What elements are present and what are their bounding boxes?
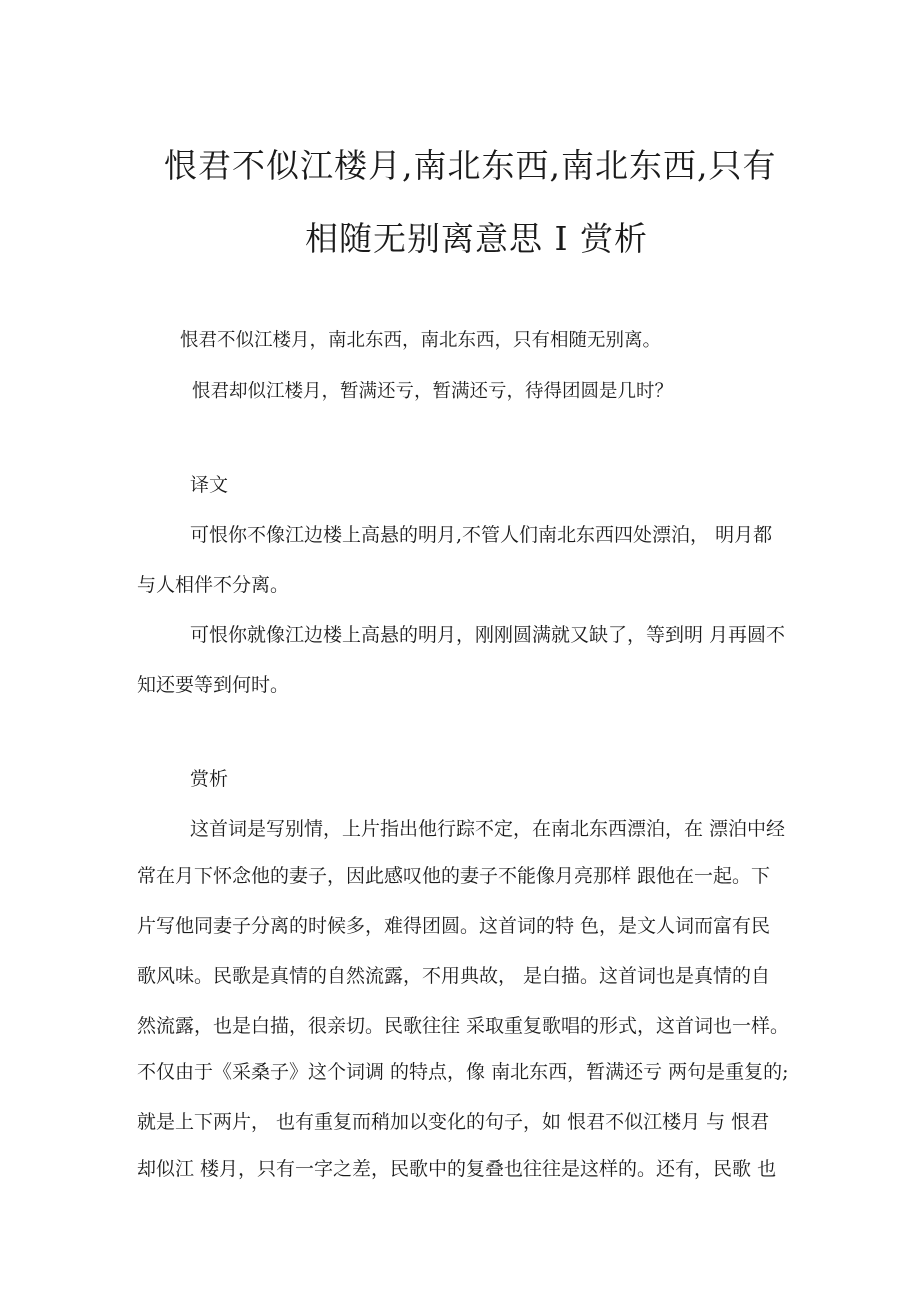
poem-line-2: 恨君却似江楼月，暂满还亏，暂满还亏，待得团圆是几时？ (192, 381, 674, 402)
analysis-line-6: 不仅由于《采桑子》这个词调 的特点，像 南北东西，暂满还亏 两句是重复的; (137, 1061, 789, 1083)
title-line-2: 相随无别离意思 I 赏析 (305, 219, 649, 258)
analysis-heading: 赏析 (190, 768, 229, 790)
poem-line-1: 恨君不似江楼月，南北东西，南北东西，只有相随无别离。 (180, 330, 662, 351)
analysis-line-2: 常在月下怀念他的妻子，因此感叹他的妻子不能像月亮那样 跟他在一起。下 (137, 865, 771, 887)
analysis-line-7: 就是上下两片， 也有重复而稍加以变化的句子，如 恨君不似江楼月 与 恨君 (137, 1111, 770, 1133)
analysis-line-8: 却似江 楼月，只有一字之差，民歌中的复叠也往往是这样的。还有，民歌 也 (137, 1158, 777, 1180)
translation-heading: 译文 (190, 474, 229, 496)
translation-line-3: 可恨你就像江边楼上高悬的明月，刚刚圆满就又缺了，等到明 月再圆不 (190, 624, 786, 646)
translation-line-2: 与人相伴不分离。 (137, 574, 290, 596)
translation-line-4: 知还要等到何时。 (137, 674, 290, 696)
title-line-1: 恨君不似江楼月,南北东西,南北东西,只有 (164, 146, 777, 185)
translation-line-1: 可恨你不像江边楼上高悬的明月,不管人们南北东西四处漂泊， 明月都 (190, 524, 773, 546)
analysis-line-3: 片写他同妻子分离的时候多，难得团圆。这首词的特 色，是文人词而富有民 (137, 915, 771, 937)
analysis-line-4: 歌风味。民歌是真情的自然流露，不用典故， 是白描。这首词也是真情的自 (137, 965, 771, 987)
analysis-line-1: 这首词是写别情，上片指出他行踪不定，在南北东西漂泊，在 漂泊中经 (190, 818, 786, 840)
analysis-line-5: 然流露，也是白描，很亲切。民歌往往 采取重复歌唱的形式，这首词也一样。 (137, 1015, 790, 1037)
